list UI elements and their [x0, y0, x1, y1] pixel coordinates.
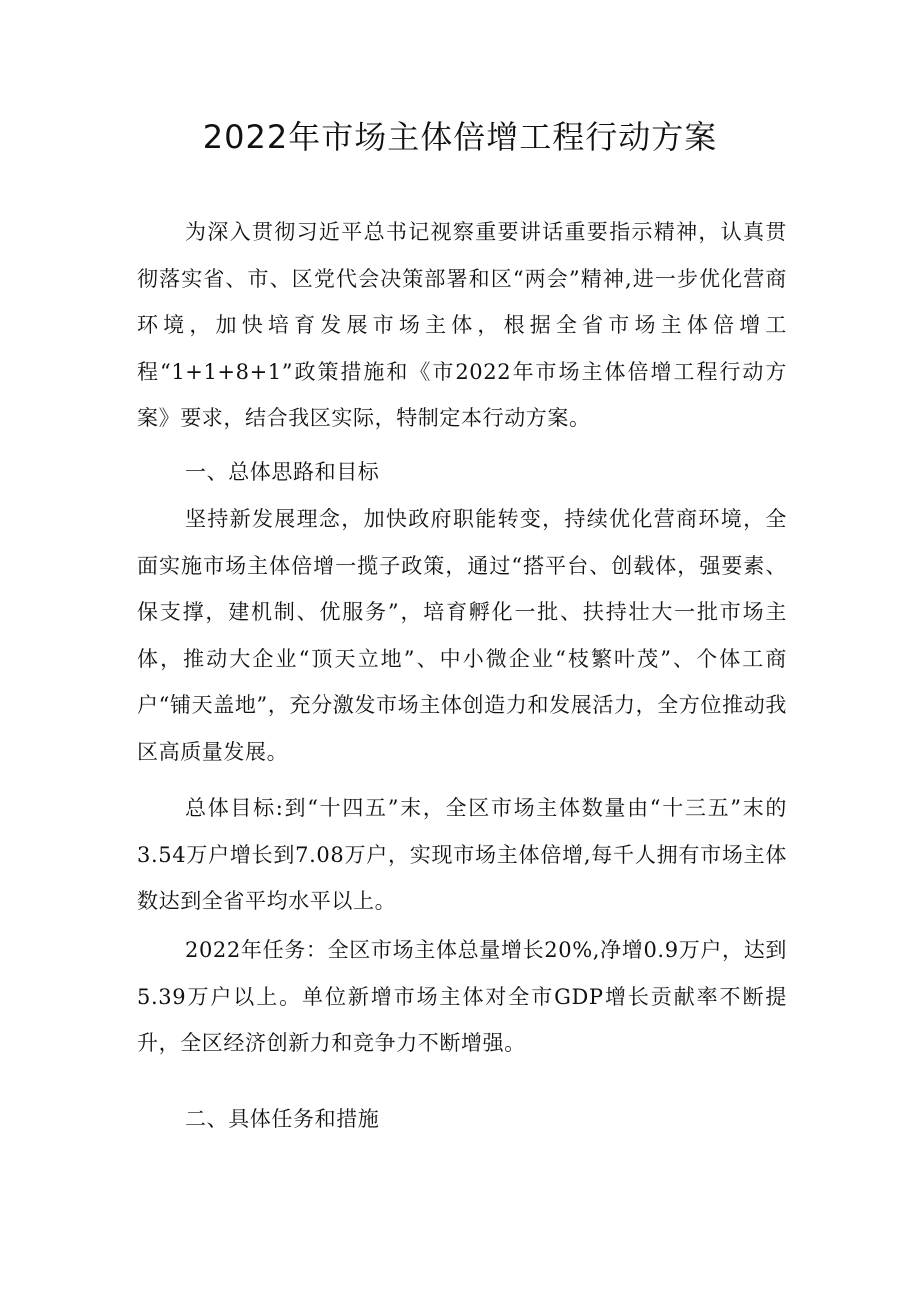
- section-1-body-paragraph: 坚持新发展理念，加快政府职能转变，持续优化营商环境，全面实施市场主体倍增一揽子政策，通过“搭平台、创载体，强要素、保支撑，建机制、优服务”，培育孵化一批、扶持壮大一批市场主体，推动大企业“顶天立地”、中小微企业“枝繁叶茂”、个体工商户“铺天盖地”，充分激发市场主体创造力和发展活力，全方位推动我区高质量发展。: [137, 507, 787, 764]
- overall-goal-paragraph: 总体目标:到“十四五”末，全区市场主体数量由“十三五”末的3.54万户增长到7.08万户，实现市场主体倍增,每千人拥有市场主体数达到全省平均水平以上。: [137, 796, 787, 913]
- section-2-heading: 二、具体任务和措施: [185, 1107, 380, 1131]
- tasks-2022-paragraph: 2022年任务：全区市场主体总量增长20%,净增0.9万户，达到5.39万户以上。单位新增市场主体对全市GDP增长贡献率不断提升，全区经济创新力和竞争力不断增强。: [137, 938, 787, 1055]
- intro-paragraph: 为深入贯彻习近平总书记视察重要讲话重要指示精神，认真贯彻落实省、市、区党代会决策部署和区“两会”精神,进一步优化营商环境，加快培育发展市场主体，根据全省市场主体倍增工程“1+1+8+1”政策措施和《市2022年市场主体倍增工程行动方案》要求，结合我区实际，特制定本行动方案。: [137, 220, 787, 430]
- section-1-heading: 一、总体思路和目标: [185, 460, 380, 484]
- document-title: 2022年市场主体倍增工程行动方案: [202, 118, 718, 156]
